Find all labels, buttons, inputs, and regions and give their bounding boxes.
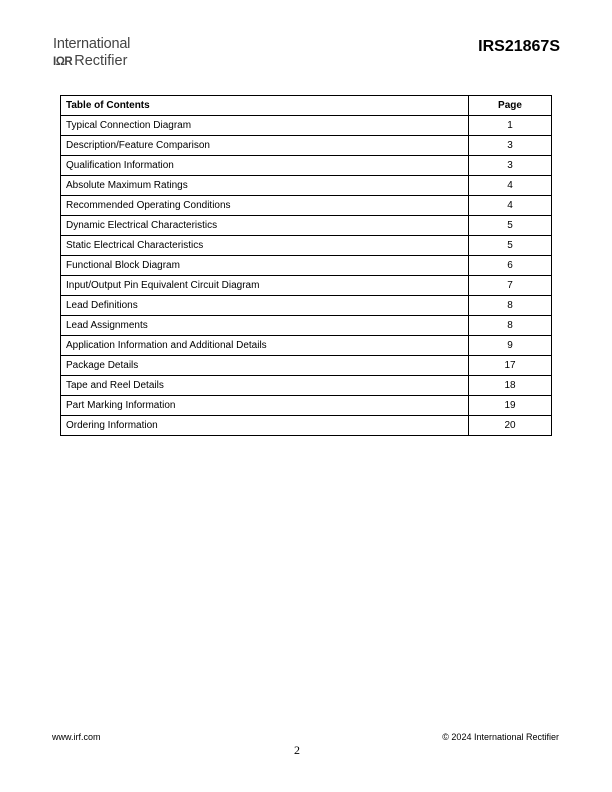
- toc-entry-title: Functional Block Diagram: [61, 256, 469, 276]
- toc-row: [61, 416, 552, 436]
- toc-entry-page: 8: [469, 296, 552, 316]
- toc-entry-page: 6: [469, 256, 552, 276]
- toc-row: [61, 276, 552, 296]
- toc-entry-page: 19: [469, 396, 552, 416]
- toc-entry-page: 3: [469, 136, 552, 156]
- toc-row: [61, 316, 552, 336]
- toc-entry-title: Static Electrical Characteristics: [61, 236, 469, 256]
- toc-row: [61, 256, 552, 276]
- toc-entry-title: Lead Assignments: [61, 316, 469, 336]
- toc-header-row: [61, 96, 552, 116]
- toc-entry-page: 9: [469, 336, 552, 356]
- toc-entry-title: Input/Output Pin Equivalent Circuit Diagram: [61, 276, 469, 296]
- toc-heading: Table of Contents: [61, 96, 469, 116]
- toc-entry-page: 20: [469, 416, 552, 436]
- toc-row: [61, 236, 552, 256]
- toc-row: [61, 216, 552, 236]
- toc-entry-page: 4: [469, 176, 552, 196]
- toc-entry-page: 4: [469, 196, 552, 216]
- toc-entry-title: Description/Feature Comparison: [61, 136, 469, 156]
- logo-mark: IΩR: [53, 56, 73, 68]
- toc-entry-title: Package Details: [61, 356, 469, 376]
- toc-row: [61, 336, 552, 356]
- toc-entry-page: 3: [469, 156, 552, 176]
- toc-entry-title: Absolute Maximum Ratings: [61, 176, 469, 196]
- toc-row: [61, 376, 552, 396]
- toc-page-heading: Page: [469, 96, 552, 116]
- toc-entry-title: Part Marking Information: [61, 396, 469, 416]
- logo-text-international: International: [53, 36, 131, 52]
- page-number: 2: [294, 743, 300, 757]
- toc-row: [61, 356, 552, 376]
- toc-entry-title: Dynamic Electrical Characteristics: [61, 216, 469, 236]
- company-logo: [53, 36, 130, 70]
- toc-row: [61, 136, 552, 156]
- logo-text-rectifier: Rectifier: [74, 53, 128, 69]
- toc-body: [61, 116, 552, 436]
- toc-entry-page: 5: [469, 236, 552, 256]
- table-of-contents: [60, 95, 552, 436]
- toc-entry-page: 1: [469, 116, 552, 136]
- document-title: IRS21867S: [478, 38, 560, 55]
- toc-entry-page: 18: [469, 376, 552, 396]
- toc-row: [61, 176, 552, 196]
- toc-entry-title: Lead Definitions: [61, 296, 469, 316]
- toc-row: [61, 116, 552, 136]
- toc-entry-page: 17: [469, 356, 552, 376]
- toc-entry-title: Qualification Information: [61, 156, 469, 176]
- logo-line2: [53, 53, 130, 70]
- toc-entry-page: 8: [469, 316, 552, 336]
- toc-entry-title: Ordering Information: [61, 416, 469, 436]
- toc-row: [61, 296, 552, 316]
- toc-entry-title: Application Information and Additional Details: [61, 336, 469, 356]
- toc-row: [61, 196, 552, 216]
- toc-entry-title: Tape and Reel Details: [61, 376, 469, 396]
- toc-row: [61, 396, 552, 416]
- toc-entry-title: Typical Connection Diagram: [61, 116, 469, 136]
- footer-copyright: © 2024 International Rectifier: [442, 732, 559, 742]
- toc-entry-title: Recommended Operating Conditions: [61, 196, 469, 216]
- toc-row: [61, 156, 552, 176]
- toc-entry-page: 7: [469, 276, 552, 296]
- toc-entry-page: 5: [469, 216, 552, 236]
- footer-website: www.irf.com: [52, 732, 101, 742]
